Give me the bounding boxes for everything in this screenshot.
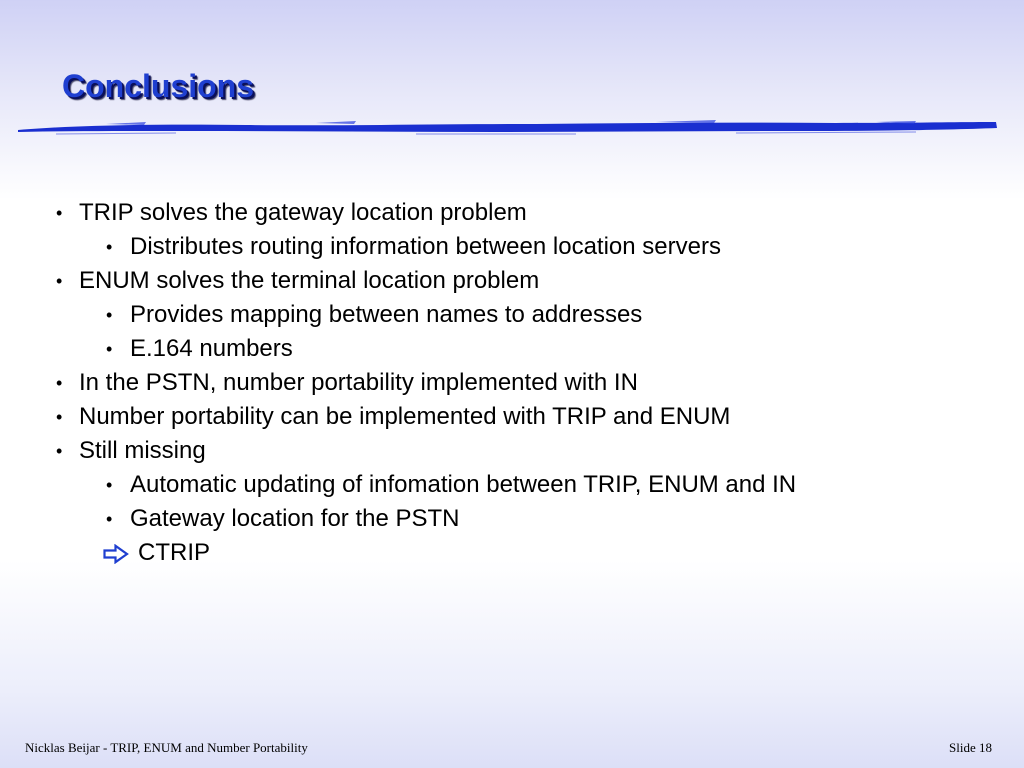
bullet-text: Provides mapping between names to addresses xyxy=(130,301,643,328)
bullet-marker: • xyxy=(56,271,63,291)
hollow-right-arrow-icon xyxy=(103,544,129,564)
list-item xyxy=(56,536,986,570)
bullet-text: Gateway location for the PSTN xyxy=(130,505,460,532)
bullet-text: ENUM solves the terminal location problem xyxy=(79,267,540,294)
bullet-marker: • xyxy=(56,441,63,461)
bullet-marker: • xyxy=(106,339,113,359)
list-item xyxy=(56,196,986,230)
slide-title: Conclusions xyxy=(62,68,255,104)
bullet-marker: • xyxy=(56,203,63,223)
list-item xyxy=(56,502,986,536)
list-item xyxy=(56,298,986,332)
bullet-marker: • xyxy=(56,373,63,393)
list-item xyxy=(56,434,986,468)
bullet-marker: • xyxy=(106,475,113,495)
bullet-text: Automatic updating of infomation between TRIP, ENUM and IN xyxy=(130,471,797,498)
list-item xyxy=(56,264,986,298)
bullet-text: Distributes routing information between location servers xyxy=(130,233,721,260)
list-item xyxy=(56,400,986,434)
bullet-text: Number portability can be implemented with TRIP and ENUM xyxy=(79,403,731,430)
footer-slide-number: Slide 18 xyxy=(949,740,992,755)
list-item xyxy=(56,468,986,502)
bullet-marker: • xyxy=(106,509,113,529)
list-item xyxy=(56,366,986,400)
bullet-text: Still missing xyxy=(79,437,206,464)
bullet-marker: • xyxy=(56,407,63,427)
bullet-text: E.164 numbers xyxy=(130,335,293,362)
bullet-text: CTRIP xyxy=(138,539,210,566)
list-item xyxy=(56,230,986,264)
footer-presentation-title: Nicklas Beijar - TRIP, ENUM and Number Portability xyxy=(25,740,308,755)
bullet-marker: • xyxy=(106,237,113,257)
title-underline-brushstroke xyxy=(16,116,998,138)
bullet-text: In the PSTN, number portability implemented with IN xyxy=(79,369,638,396)
bullet-marker: • xyxy=(106,305,113,325)
bullet-text: TRIP solves the gateway location problem xyxy=(79,199,527,226)
list-item xyxy=(56,332,986,366)
bullet-list xyxy=(56,196,986,570)
